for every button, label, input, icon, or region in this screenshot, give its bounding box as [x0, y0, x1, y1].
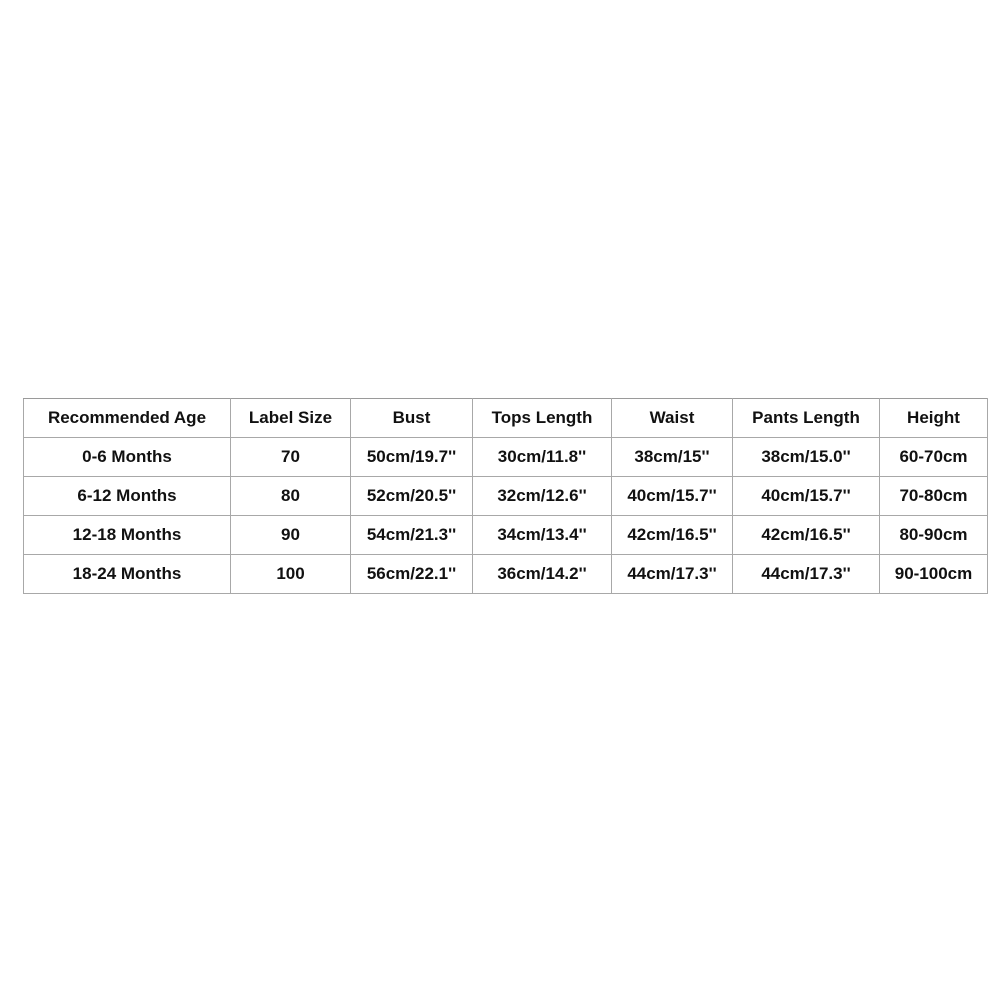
cell-pants-length: 44cm/17.3''	[733, 555, 880, 594]
cell-waist: 44cm/17.3''	[612, 555, 733, 594]
cell-tops-length: 30cm/11.8''	[473, 438, 612, 477]
cell-label-size: 100	[231, 555, 351, 594]
header-bust: Bust	[351, 399, 473, 438]
cell-pants-length: 42cm/16.5''	[733, 516, 880, 555]
cell-tops-length: 32cm/12.6''	[473, 477, 612, 516]
cell-pants-length: 40cm/15.7''	[733, 477, 880, 516]
table-row	[24, 555, 988, 594]
size-chart-table	[23, 398, 988, 594]
header-pants-length: Pants Length	[733, 399, 880, 438]
header-recommended-age: Recommended Age	[24, 399, 231, 438]
cell-recommended-age: 6-12 Months	[24, 477, 231, 516]
cell-tops-length: 34cm/13.4''	[473, 516, 612, 555]
table-header-row	[24, 399, 988, 438]
cell-bust: 56cm/22.1''	[351, 555, 473, 594]
table-row	[24, 438, 988, 477]
header-label-size: Label Size	[231, 399, 351, 438]
cell-label-size: 70	[231, 438, 351, 477]
cell-pants-length: 38cm/15.0''	[733, 438, 880, 477]
cell-tops-length: 36cm/14.2''	[473, 555, 612, 594]
table-row	[24, 516, 988, 555]
cell-waist: 42cm/16.5''	[612, 516, 733, 555]
cell-bust: 54cm/21.3''	[351, 516, 473, 555]
cell-waist: 40cm/15.7''	[612, 477, 733, 516]
cell-height: 60-70cm	[880, 438, 988, 477]
cell-recommended-age: 0-6 Months	[24, 438, 231, 477]
header-waist: Waist	[612, 399, 733, 438]
cell-height: 80-90cm	[880, 516, 988, 555]
cell-recommended-age: 18-24 Months	[24, 555, 231, 594]
cell-bust: 50cm/19.7''	[351, 438, 473, 477]
cell-label-size: 80	[231, 477, 351, 516]
cell-label-size: 90	[231, 516, 351, 555]
header-tops-length: Tops Length	[473, 399, 612, 438]
header-height: Height	[880, 399, 988, 438]
cell-bust: 52cm/20.5''	[351, 477, 473, 516]
cell-waist: 38cm/15''	[612, 438, 733, 477]
cell-height: 70-80cm	[880, 477, 988, 516]
table-row	[24, 477, 988, 516]
cell-recommended-age: 12-18 Months	[24, 516, 231, 555]
cell-height: 90-100cm	[880, 555, 988, 594]
